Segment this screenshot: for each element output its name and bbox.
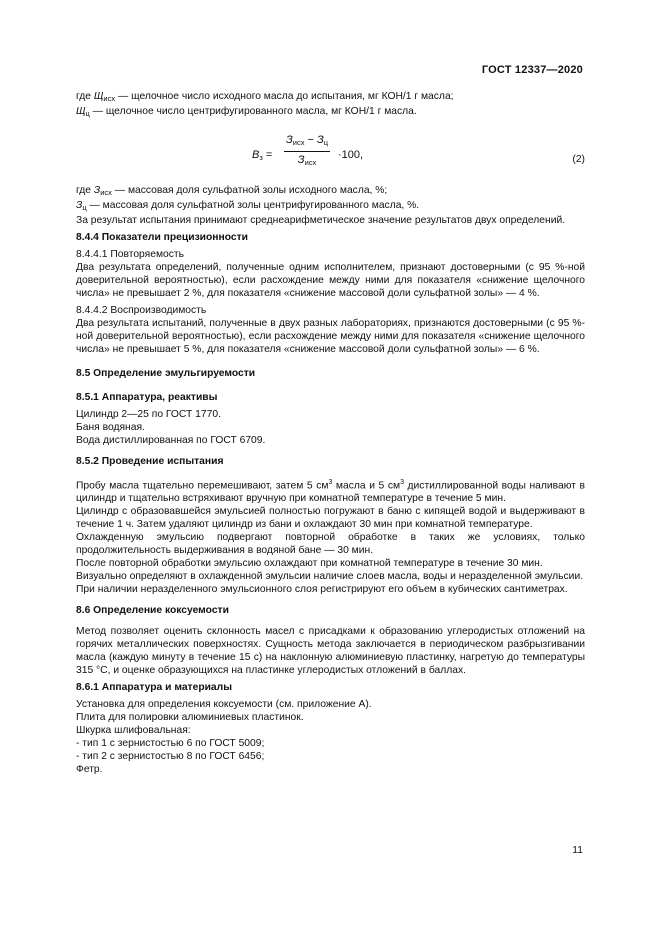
formula-minus: −: [304, 134, 318, 146]
page-content: [76, 90, 585, 776]
numerator-var-a: З: [286, 134, 293, 146]
list-item: Баня водяная.: [76, 422, 145, 433]
list-item: Установка для определения коксуемости (см. приложение А).: [76, 699, 372, 711]
definition-line: [76, 199, 585, 214]
paragraph: При наличии неразделенного эмульсионного слоя регистрируют его объем в кубических сантиметрах.: [76, 584, 568, 596]
symbol-sub: исх: [100, 188, 112, 197]
definition-text: — щелочное число исходного масла до испытания, мг КОН/1 г масла;: [115, 91, 454, 102]
paragraph: Визуально определяют в охлажденной эмульсии наличие слоев масла, воды и неразделенной эмульсии.: [76, 571, 584, 583]
paragraph: Цилиндр с образовавшейся эмульсией полностью погружают в баню с кипящей водой и выдерживают в течение 1 ч. Затем удаляют цилиндр из бани и охлаждают 30 мин при комнатной температуре.: [76, 506, 585, 531]
text-run: дистиллированной воды наливают в цилиндр и тщательно встряхивают вручную при комнатной температуре в течение 5 мин.: [76, 480, 585, 505]
paragraph: После повторной обработки эмульсию охлаждают при комнатной температуре в течение 30 мин.: [76, 558, 543, 570]
where-word: где: [76, 185, 94, 196]
list-item: Фетр.: [76, 764, 103, 776]
paragraph: [76, 476, 585, 505]
list-item: Плита для полировки алюминиевых пластинок.: [76, 712, 304, 724]
formula-multiplier: ·100,: [338, 149, 364, 161]
definition-line: [76, 90, 585, 105]
symbol-sub: ц: [82, 203, 87, 212]
formula-number: (2): [572, 154, 585, 165]
definition-text: — массовая доля сульфатной золы центрифугированного масла, %.: [86, 200, 420, 211]
section-title-8-4-4: 8.4.4 Показатели прецизионности: [76, 232, 248, 243]
formula-equals: =: [262, 149, 273, 161]
document-id: ГОСТ 12337—2020: [481, 64, 583, 76]
numerator-sub-a: исх: [292, 138, 305, 147]
denominator-var: З: [297, 154, 305, 166]
formula-lhs-var: В: [252, 149, 260, 161]
section-title-8-4-4-1: 8.4.4.1 Повторяемость: [76, 249, 184, 260]
list-item: Вода дистиллированная по ГОСТ 6709.: [76, 435, 266, 446]
numerator-var-b: З: [317, 134, 324, 146]
superscript: 3: [328, 479, 333, 486]
paragraph: Два результата испытаний, полученные в двух разных лабораториях, признаются достоверными (с 95 %-ной доверительной вероятностью), если расхождение между ними для показателя «снижение щелочного числа» не превышает 5 %, для показателя «снижение массовой доли сульфатной золы» — 6 %.: [76, 318, 585, 355]
symbol-var: Щ: [76, 106, 86, 117]
section-title-8-5-2: 8.5.2 Проведение испытания: [76, 456, 224, 467]
definition-line: [76, 105, 585, 120]
section-title-8-6-1: 8.6.1 Аппаратура и материалы: [76, 682, 232, 694]
text-run: Пробу масла тщательно перемешивают, затем 5 см: [76, 480, 329, 492]
paragraph: Два результата определений, полученные одним исполнителем, признают достоверными (с 95 %-ной доверительной вероятностью), если расхождение между ними для показателя «снижение щелочного числа» не превышает 2 %, для показателя «снижение массовой доли сульфатной золы» — 4 %.: [76, 262, 585, 299]
section-title-8-6: 8.6 Определение коксуемости: [76, 605, 229, 617]
section-title-8-5: 8.5 Определение эмульгируемости: [76, 368, 256, 379]
page-number: 11: [572, 845, 583, 856]
list-item: Шкурка шлифовальная:: [76, 725, 191, 737]
symbol-var: З: [93, 185, 101, 196]
definition-text: — массовая доля сульфатной золы исходного масла, %;: [111, 185, 388, 196]
numerator-sub-b: ц: [323, 138, 329, 147]
list-item: - тип 2 с зернистостью 8 по ГОСТ 6456;: [76, 751, 265, 763]
formula-lhs: [252, 149, 272, 164]
symbol-sub: исх: [103, 94, 116, 103]
definition-line: [76, 184, 585, 199]
section-title-8-4-4-2: 8.4.4.2 Воспроизводимость: [76, 305, 207, 316]
formula-denominator: [284, 152, 330, 169]
symbol-var: З: [76, 200, 83, 211]
definition-text: — щелочное число центрифугированного масла, мг КОН/1 г масла.: [89, 106, 417, 117]
where-word: где: [76, 91, 94, 102]
section-title-8-5-1: 8.5.1 Аппаратура, реактивы: [76, 392, 218, 403]
list-item: Цилиндр 2—25 по ГОСТ 1770.: [76, 409, 221, 420]
formula-numerator: [284, 134, 330, 152]
paragraph: Охлажденную эмульсию подвергают повторной обработке в таких же условиях, только продолжительность выдерживания в водяной бане — 30 мин.: [76, 532, 585, 557]
formula-fraction: [284, 134, 330, 169]
symbol-sub: ц: [85, 109, 90, 118]
symbol-var: Щ: [93, 91, 104, 102]
formula-lhs-sub: з: [259, 153, 263, 162]
paragraph: Метод позволяет оценить склонность масел с присадками к образованию углеродистых отложений на горячих металлических поверхностях. Сущность метода заключается в периодическом разбрызгивании масла (каждую минуту в течение 15 с) на наклонную алюминиевую пластинку, нагретую до температуры 315 °С, и оценке образующихся на пластинке углеродистых отложений в баллах.: [76, 626, 585, 677]
text-run: масла и 5 см: [332, 480, 401, 492]
superscript: 3: [400, 479, 404, 486]
list-item: - тип 1 с зернистостью 6 по ГОСТ 5009;: [76, 738, 265, 750]
result-paragraph: За результат испытания принимают среднеарифметическое значение результатов двух определений.: [76, 215, 566, 226]
formula-block: [76, 128, 585, 184]
denominator-sub: исх: [304, 158, 317, 167]
